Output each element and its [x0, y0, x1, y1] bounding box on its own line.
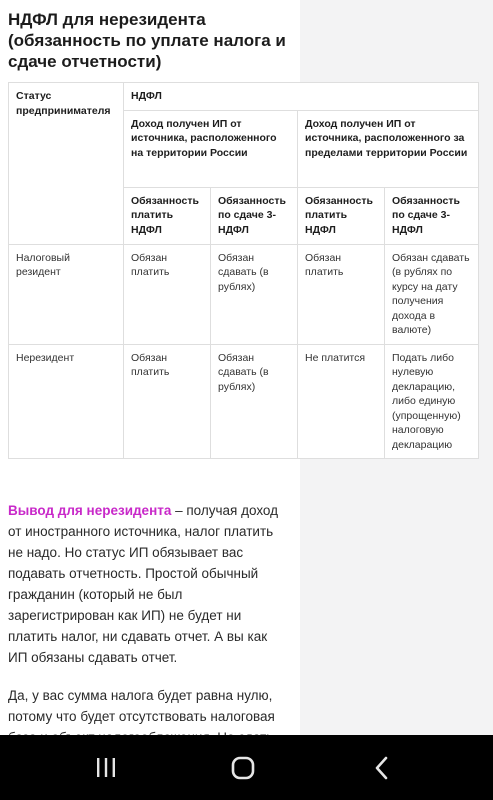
row-status: Нерезидент [9, 344, 124, 459]
obligation-pay-header: Обязанность платить НДФЛ [298, 187, 385, 244]
home-button[interactable] [223, 752, 263, 784]
income-russia-header: Доход получен ИП от источника, расположенного на территории России [124, 110, 298, 187]
income-abroad-header: Доход получен ИП от источника, расположенного за пределами территории России [298, 110, 479, 187]
cell-ru-pay: Обязан платить [124, 344, 211, 459]
cell-ru-report: Обязан сдавать (в рублях) [211, 244, 298, 344]
recents-icon [86, 752, 126, 784]
obligation-report-header: Обязанность по сдаче 3-НДФЛ [211, 187, 298, 244]
home-icon [223, 752, 263, 784]
ndfl-table [8, 82, 479, 459]
cell-abroad-report: Подать либо нулевую декларацию, либо единую (упрощенную) налоговую декларацию [385, 344, 479, 459]
obligation-report-header: Обязанность по сдаче 3-НДФЛ [385, 187, 479, 244]
table-row [9, 244, 479, 344]
back-button[interactable] [362, 752, 402, 784]
page-title: НДФЛ для нерезидента (обязанность по уплате налога и сдаче отчетности) [8, 10, 286, 71]
cell-ru-report: Обязан сдавать (в рублях) [211, 344, 298, 459]
conclusion-paragraph [8, 500, 290, 668]
status-header: Статус предпринимателя [9, 83, 124, 245]
table-row [9, 344, 479, 459]
conclusion-body: – получая доход от иностранного источника, налог платить не надо. Но статус ИП обязывает вас подавать отчетность. Простой обычный гражданин (который не был зарегистрирован как ИП) не будет ни платить налог, ни сдавать отчет. А вы как ИП обязаны сдавать отчет. [8, 503, 279, 665]
system-navigation-bar [0, 735, 493, 800]
back-icon [362, 752, 402, 784]
conclusion-highlight: Вывод для нерезидента [8, 503, 172, 518]
cell-ru-pay: Обязан платить [124, 244, 211, 344]
cell-abroad-pay: Обязан платить [298, 244, 385, 344]
tax-header: НДФЛ [124, 83, 479, 111]
cell-abroad-pay: Не платится [298, 344, 385, 459]
zero-declaration-paragraph: Да, у вас сумма налога будет равна нулю, потому что будет отсутствовать налоговая [8, 688, 275, 724]
recents-button[interactable] [86, 752, 126, 784]
row-status: Налоговый резидент [9, 244, 124, 344]
obligation-pay-header: Обязанность платить НДФЛ [124, 187, 211, 244]
cell-abroad-report: Обязан сдавать (в рублях по курсу на дату получения дохода в валюте) [385, 244, 479, 344]
